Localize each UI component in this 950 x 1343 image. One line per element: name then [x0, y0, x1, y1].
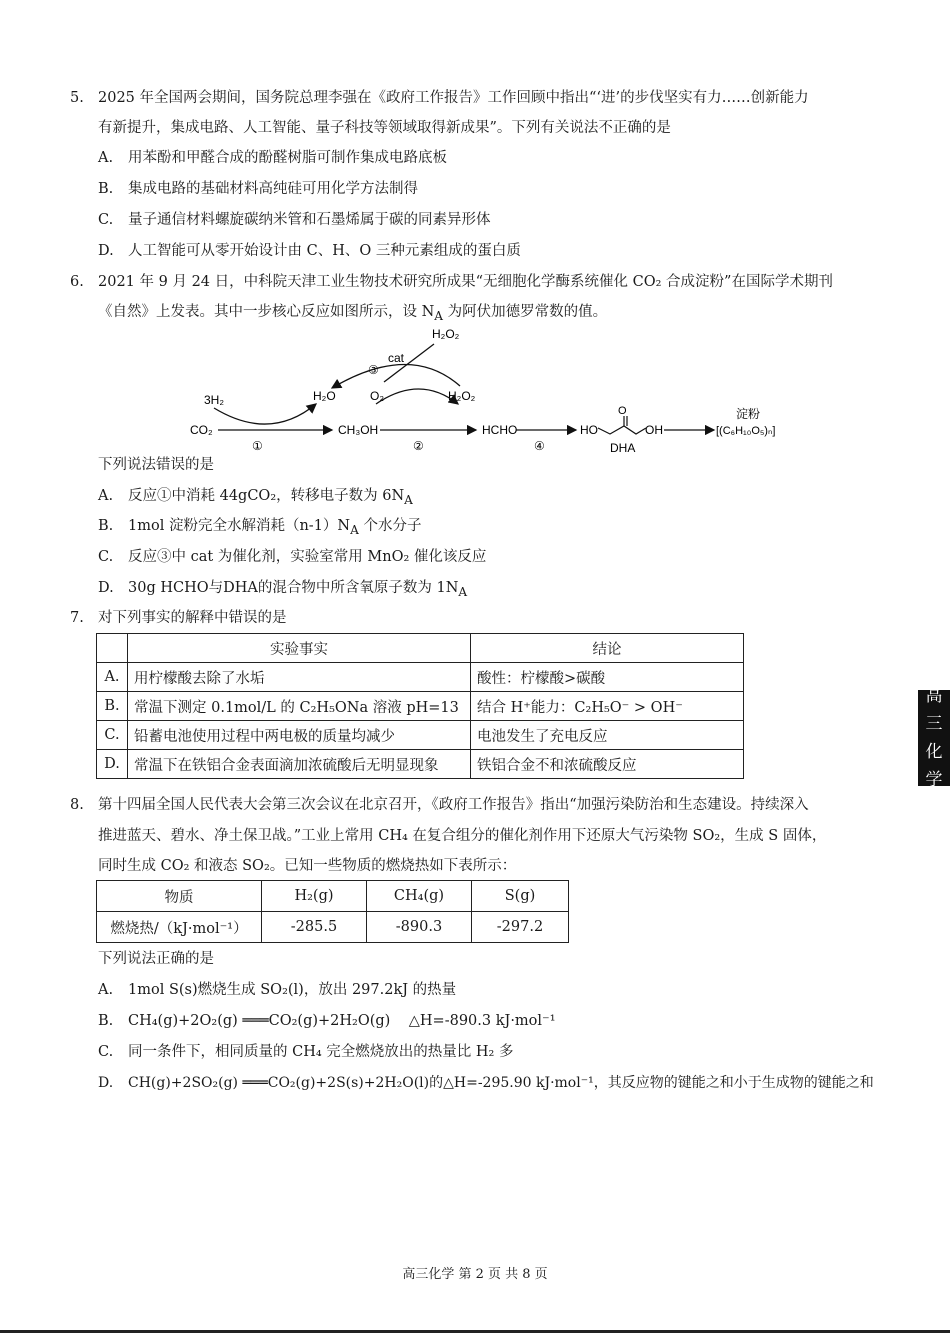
cat-label: cat: [388, 351, 405, 365]
row-fact: 用柠檬酸去除了水垢: [128, 663, 471, 692]
q6-number: 6.: [70, 274, 84, 290]
dha-label: DHA: [610, 441, 636, 455]
arrow-h2o2-cycle: [332, 364, 460, 388]
ch3oh-label: CH₃OH: [338, 423, 379, 437]
q8-prompt: 下列说法正确的是: [98, 951, 214, 967]
row-conclusion: 结合 H⁺能力：C₂H₅O⁻ > OH⁻: [471, 692, 744, 721]
reaction-2-label: ②: [413, 439, 424, 453]
q7-table: [96, 633, 744, 779]
reaction-3-label: ③: [368, 363, 379, 377]
q8-stem-line3: 同时生成 CO₂ 和液态 SO₂。已知一些物质的燃烧热如下表所示：: [98, 858, 517, 874]
row-label: A.: [97, 663, 128, 692]
bottom-rule: [0, 1330, 950, 1333]
row-label: B.: [97, 692, 128, 721]
hcho-label: HCHO: [482, 423, 518, 437]
dha-ho-label: HO: [580, 423, 598, 437]
q8-option-d: D. CH(g)+2SO₂(g) ═══CO₂(g)+2S(s)+2H₂O(l)的△H=-295.90 kJ·mol⁻¹，其反应物的键能之和小于生成物的键能之和: [98, 1075, 874, 1091]
row-fact: 常温下在铁铝合金表面滴加浓硫酸后无明显现象: [128, 750, 471, 779]
arrow-h2-to-h2o: [214, 404, 316, 424]
q6-option-d: D. 30g HCHO与DHA的混合物中所含氧原子数为 $1N_A$: [98, 580, 468, 599]
row-label: D.: [97, 750, 128, 779]
h2o2-top-label: H₂O₂: [432, 327, 460, 341]
q5-option-d: D. 人工智能可从零开始设计由 C、H、O 三种元素组成的蛋白质: [98, 243, 521, 259]
table-row: [97, 912, 569, 943]
row-label: C.: [97, 721, 128, 750]
reaction-4-label: ④: [534, 439, 545, 453]
q8-value-s: -297.2: [472, 912, 569, 943]
row-conclusion: 电池发生了充电反应: [471, 721, 744, 750]
side-tab-char: 学: [925, 770, 943, 790]
table-row: [97, 663, 744, 692]
q5-option-a: A. 用苯酚和甲醛合成的酚醛树脂可制作集成电路底板: [98, 150, 447, 166]
q8-option-b: B. CH₄(g)+2O₂(g) ═══CO₂(g)+2H₂O(g) △H=-890.3 kJ·mol⁻¹: [98, 1013, 556, 1029]
row-conclusion: 酸性：柠檬酸>碳酸: [471, 663, 744, 692]
q5-number: 5.: [70, 90, 84, 106]
q8-header-s: S(g): [472, 881, 569, 912]
o2-label: O₂: [370, 389, 384, 403]
starch-formula-label: [(C₆H₁₀O₅)ₙ]: [716, 425, 776, 437]
q5-option-c: C. 量子通信材料螺旋碳纳米管和石墨烯属于碳的同素异形体: [98, 212, 491, 228]
q8-value-h2: -285.5: [262, 912, 367, 943]
q8-option-a: A. 1mol S(s)燃烧生成 SO₂(l)，放出 297.2kJ 的热量: [98, 982, 457, 998]
q8-number: 8.: [70, 797, 84, 813]
h2o2-right-label: H₂O₂: [448, 389, 476, 403]
q8-header-substance: 物质: [97, 881, 262, 912]
q8-header-ch4: CH₄(g): [367, 881, 472, 912]
q6-option-a: A. 反应①中消耗 44gCO₂，转移电子数为 $6N_A$: [98, 488, 413, 507]
reaction-diagram: [170, 322, 790, 460]
q6-stem-line1: 2021 年 9 月 24 日，中科院天津工业生物技术研究所成果“无细胞化学酶系统催化 CO₂ 合成淀粉”在国际学术期刊: [98, 274, 833, 290]
h2-label: 3H₂: [204, 393, 224, 407]
starch-label: 淀粉: [736, 407, 761, 421]
q7-header-conclusion: 结论: [471, 634, 744, 663]
side-tab-char: 高: [925, 686, 943, 706]
q5-option-b: B. 集成电路的基础材料高纯硅可用化学方法制得: [98, 181, 418, 197]
q6-stem-line2: 《自然》上发表。其中一步核心反应如图所示，设 $N_A$ 为阿伏加德罗常数的值。: [98, 304, 608, 323]
row-fact: 常温下测定 0.1mol/L 的 C₂H₅ONa 溶液 pH=13: [128, 692, 471, 721]
q8-option-c: C. 同一条件下，相同质量的 CH₄ 完全燃烧放出的热量比 H₂ 多: [98, 1044, 514, 1060]
q7-stem: 对下列事实的解释中错误的是: [98, 610, 287, 626]
q7-header-fact: 实验事实: [128, 634, 471, 663]
q7-table-header: [97, 634, 744, 663]
table-row: [97, 692, 744, 721]
table-row: [97, 750, 744, 779]
q8-stem-line1: 第十四届全国人民代表大会第三次会议在北京召开，《政府工作报告》指出“加强污染防治和生态建设。持续深入: [98, 797, 809, 813]
q8-combustion-table: [96, 880, 569, 943]
row-conclusion: 铁铝合金不和浓硫酸反应: [471, 750, 744, 779]
co2-label: CO₂: [190, 423, 213, 437]
q6-option-c: C. 反应③中 cat 为催化剂，实验室常用 MnO₂ 催化该反应: [98, 549, 487, 565]
side-tab-char: 三: [925, 714, 943, 734]
q7-number: 7.: [70, 610, 84, 626]
side-tab-char: 化: [925, 742, 943, 762]
reaction-1-label: ①: [252, 439, 263, 453]
q6-option-b: B. 1mol 淀粉完全水解消耗$(n-1)N_A$ 个水分子: [98, 518, 422, 537]
q8-row-label: 燃烧热/（kJ·mol⁻¹）: [97, 912, 262, 943]
q8-header-h2: H₂(g): [262, 881, 367, 912]
q8-value-ch4: -890.3: [367, 912, 472, 943]
arrow-o2-to-h2o2: [376, 389, 458, 404]
q6-prompt: 下列说法错误的是: [98, 457, 214, 473]
page-footer: 高三化学 第 2 页 共 8 页: [402, 1267, 548, 1282]
q5-stem-line2: 有新提升，集成电路、人工智能、量子科技等领域取得新成果”。下列有关说法不正确的是: [98, 120, 671, 136]
row-fact: 铅蓄电池使用过程中两电极的质量均减少: [128, 721, 471, 750]
subject-side-tab: [918, 686, 950, 790]
dha-carbonyl-o-label: O: [618, 405, 627, 417]
q8-stem-line2: 推进蓝天、碧水、净土保卫战。”工业上常用 CH₄ 在复合组分的催化剂作用下还原大气污染物 SO₂，生成 S 固体，: [98, 828, 827, 844]
dha-oh-label: OH: [645, 423, 663, 437]
q5-stem-line1: 2025 年全国两会期间，国务院总理李强在《政府工作报告》工作回顾中指出“‘进’的步伐坚实有力……创新能力: [98, 90, 809, 106]
q8-table-header: [97, 881, 569, 912]
table-row: [97, 721, 744, 750]
h2o-label: H₂O: [313, 389, 336, 403]
dha-skeleton: [598, 426, 646, 434]
